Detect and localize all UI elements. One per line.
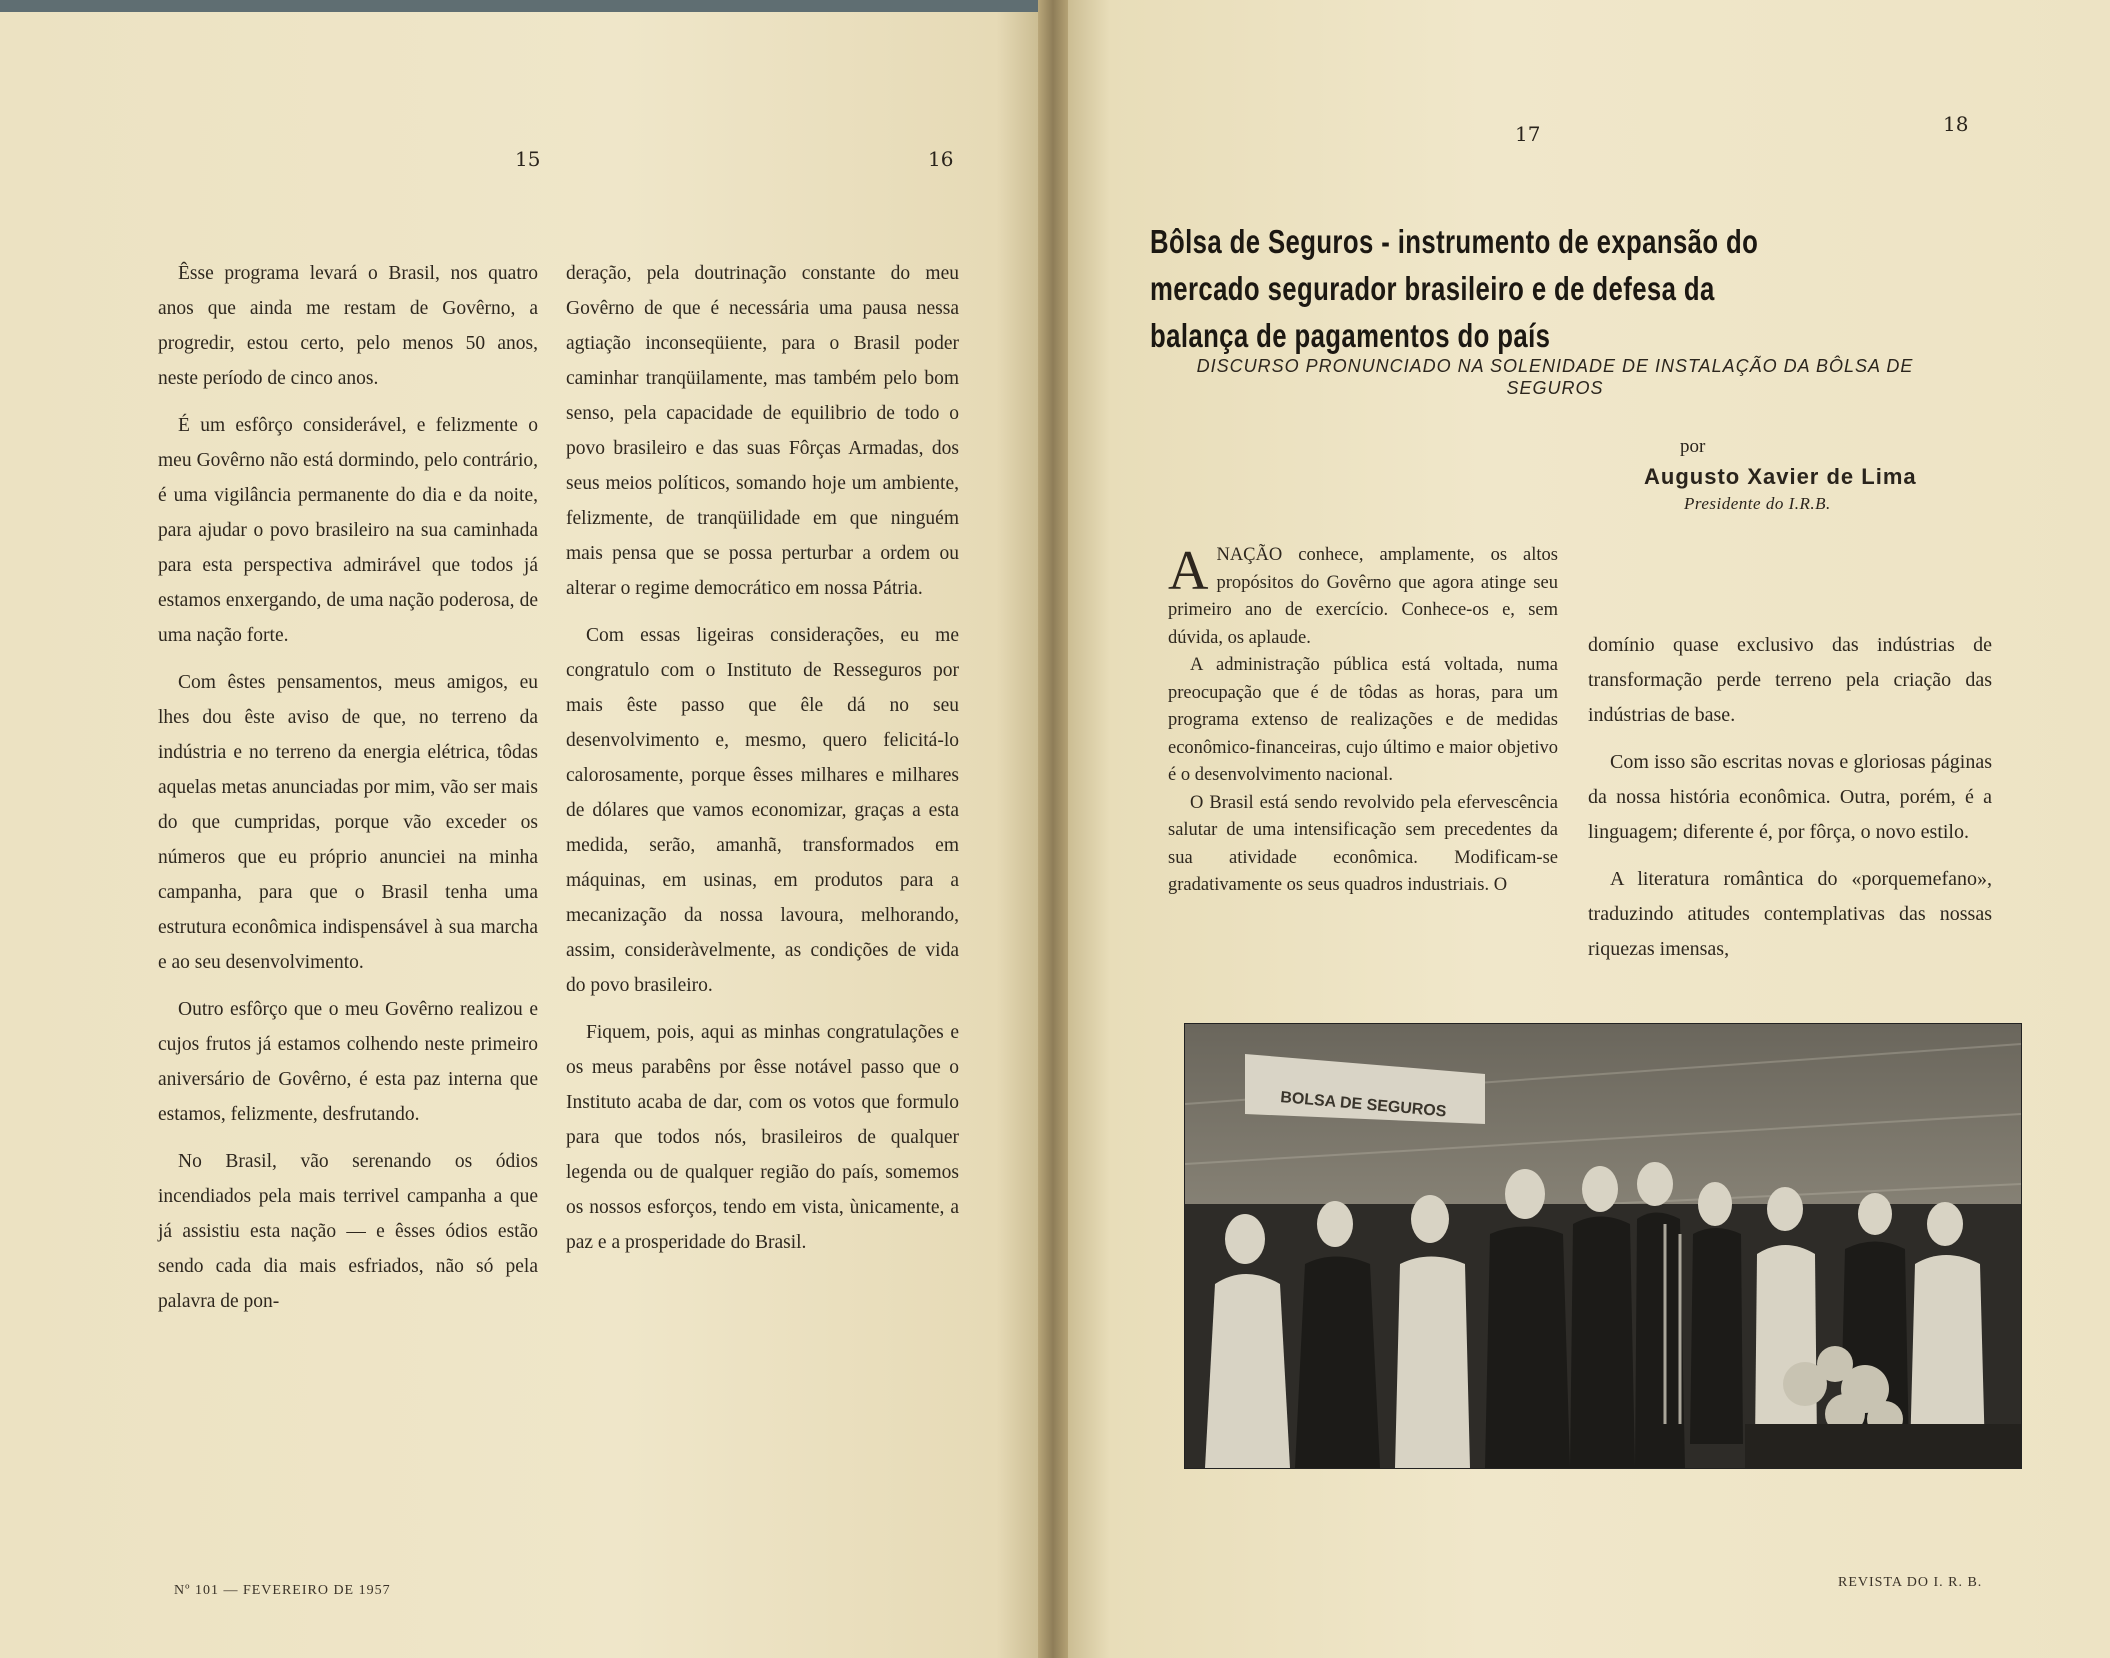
byline-label: por [1680,436,1706,457]
magazine-footer: REVISTA DO I. R. B. [1838,1575,1983,1590]
page-number-18: 18 [1943,112,1969,136]
paragraph: É um esfôrço considerável, e felizmente o meu Govêrno não está dormindo, pelo contrário, é uma vigilância permanente do dia e da noite, para ajudar o povo brasileiro na sua caminhada para esta perspectiva admirável que todos já estamos enxergando, de uma nação poderosa, de uma nação forte. [158,415,538,646]
paragraph: Com essas ligeiras considerações, eu me congratulo com o Instituto de Resseguros por mais êste passo que êle dá no seu desenvolvimento e, mesmo, quero felicitá-lo calorosamente, porque êsses milhares e milhares de dólares que vamos economizar, graças a esta medida, serão, amanhã, transformados em máquinas, em usinas, em produtos para a mecanização da nossa lavoura, melhorando, assim, consideràvelmente, as condições de vida do povo brasileiro. [566,625,959,996]
ceremony-photo [1184,1023,2022,1469]
paragraph: No Brasil, vão serenando os ódios incendiados pela mais terrivel campanha a que já assistiu esta nação — e êsses ódios estão sendo cada dia mais esfriados, não só pela palavra de pon- [158,1151,538,1312]
paragraph: Outro esfôrço que o meu Govêrno realizou e cujos frutos já estamos colhendo neste primeiro aniversário de Govêrno, é esta paz interna que estamos, felizmente, desfrutando. [158,999,538,1125]
book-gutter [1038,0,1068,1658]
page-number-16: 16 [928,147,954,171]
binding-strip [0,0,1038,12]
opening-paragraph: NAÇÃO conhece, amplamente, os altos propósitos do Govêrno que agora atinge seu primeiro ano de exercício. Conhece-os e, sem dúvida, os aplaude. [1168,545,1558,648]
paragraph: Fiquem, pois, aqui as minhas congratulações e os meus parabêns por êsse notável passo que o Instituto acaba de dar, com os votos que formulo para que todos nós, brasileiros de qualquer legenda ou de qualquer região do país, somemos os nossos esforços, tendo em vista, ùnicamente, a paz e a prosperidade do Brasil. [566,1022,959,1253]
right-column-2 [1588,628,1992,979]
issue-footer: Nº 101 — FEVEREIRO DE 1957 [174,1583,391,1598]
left-column-2 [566,256,959,1272]
photo-sign-text: BOLSA DE SEGUROS [1279,1089,1448,1121]
left-column-1 [158,256,538,1331]
paragraph: A literatura romântica do «porquemefano», traduzindo atitudes contemplativas das nossas riquezas imensas, [1588,868,1992,960]
page-number-17: 17 [1515,122,1541,146]
author-role: Presidente do I.R.B. [1684,494,1831,513]
paragraph: Com isso são escritas novas e gloriosas páginas da nossa história econômica. Outra, porém, é a linguagem; diferente é, por fôrça, o novo estilo. [1588,751,1992,843]
paragraph: domínio quase exclusivo das indústrias de transformação perde terreno pela criação das indústrias de base. [1588,634,1992,726]
drop-cap: A [1168,542,1209,602]
paragraph: Com êstes pensamentos, meus amigos, eu lhes dou êste aviso de que, no terreno da indústria e no terreno da energia elétrica, tôdas aquelas metas anunciadas por mim, vão ser mais do que cumpridas, porque vão exceder os números que eu próprio anunciei na minha campanha, para que o Brasil tenha uma estrutura econômica indispensável à sua marcha e ao seu desenvolvimento. [158,672,538,973]
paragraph: A administração pública está voltada, numa preocupação que é de tôdas as horas, para um programa extenso de realizações e de medidas econômico-financeiras, cujo último e maior objetivo é o desenvolvimento nacional. [1168,655,1558,785]
page-number-15: 15 [515,147,541,171]
author-name: Augusto Xavier de Lima [1644,464,1917,489]
article-subtitle: DISCURSO PRONUNCIADO NA SOLENIDADE DE INSTALAÇÃO DA BÔLSA DE SEGUROS [1196,356,1914,398]
article-title: Bôlsa de Seguros - instrumento de expansão do mercado segurador brasileiro e de defesa da balança de pagamentos do país [1150,223,1759,354]
paragraph: O Brasil está sendo revolvido pela efervescência salutar de uma intensificação sem precedentes da sua atividade econômica. Modificam-se gradativamente os seus quadros industriais. O [1168,792,1558,895]
right-column-1 [1168,542,1558,900]
paragraph: Êsse programa levará o Brasil, nos quatro anos que ainda me restam de Govêrno, a progredir, estou certo, pelo menos 50 anos, neste período de cinco anos. [158,263,538,389]
paragraph: deração, pela doutrinação constante do meu Govêrno de que é necessária uma pausa nessa agtiação inconseqüiente, para o Brasil poder caminhar tranqüilamente, mas também pelo bom senso, pela capacidade de equilibrio de todo o povo brasileiro e das suas Fôrças Armadas, dos seus meios políticos, somando hoje um ambiente, felizmente, de tranqüilidade em que ninguém mais pensa que se possa perturbar a ordem ou alterar o regime democrático em nossa Pátria. [566,263,959,599]
